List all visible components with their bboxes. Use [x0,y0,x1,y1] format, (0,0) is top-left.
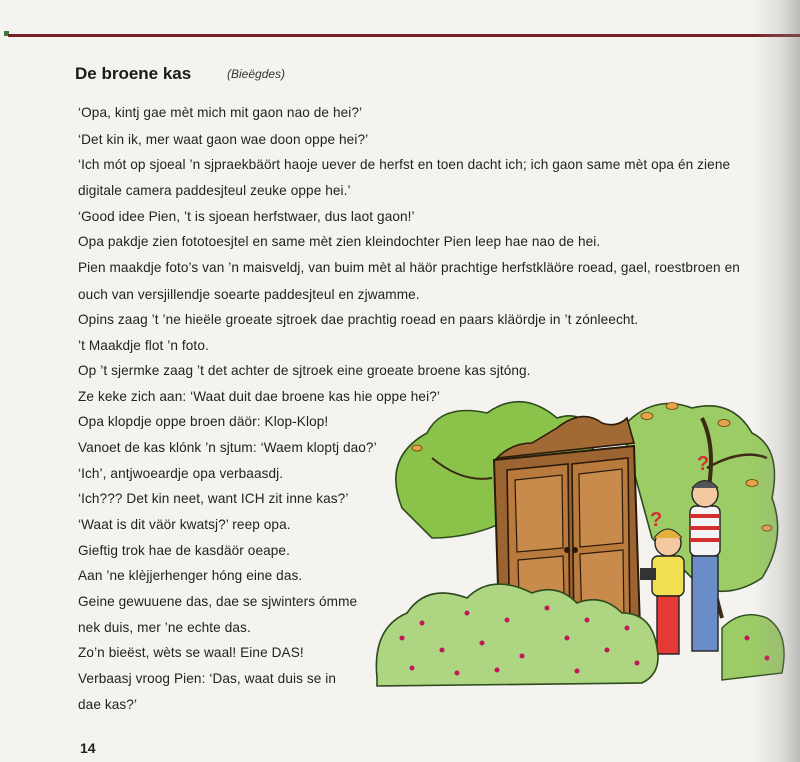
text-line: ‘Ich??? Det kin neet, want ICH zit inne kas?’ [78,491,349,506]
header-rule [8,34,800,37]
text-line: ‘Ich mót op sjoeal ’n sjpraekbäört haoje uever de herfst en toen dacht ich; ich gaon same mèt opa én ziene [78,157,731,172]
wardrobe-illustration [372,388,790,688]
text-line: Aan ’ne klèjjerhenger hóng eine das. [78,568,303,583]
text-line: ‘Opa, kintj gae mèt mich mit gaon nao de hei?’ [78,105,363,120]
text-line: Opins zaag ’t ’ne hieële groeate sjtroek dae prachtig roead en paars kläördje in ’t zónleecht. [78,312,639,327]
text-line: Opa pakdje zien fototoesjtel en same mèt zien kleindochter Pien leep hae nao de hei. [78,234,601,249]
text-line: Ze keke zich aan: ‘Waat duit dae broene kas hie oppe hei?’ [78,389,440,404]
text-line: ‘Good idee Pien, ’t is sjoean herfstwaer, dus laot gaon!’ [78,209,415,224]
binding-shadow [754,0,800,762]
text-line: ‘Det kin ik, mer waat gaon wae doon oppe hei?’ [78,132,369,147]
text-line: dae kas?’ [78,697,138,712]
text-line: Vanoet de kas klónk ’n sjtum: ‘Waem kloptj dao?’ [78,440,377,455]
text-line: Zo’n bieëst, wèts se waal! Eine DAS! [78,645,304,660]
question-mark: ? [650,509,663,531]
text-line: Verbaasj vroog Pien: ‘Das, waat duis se in [78,671,337,686]
text-line: Pien maakdje foto’s van ’n maisveldj, van buim mèt al häör prachtige herfstkläöre roead, gael, roestbroen en [78,260,740,275]
text-line: Geine gewuuene das, dae se sjwinters ómme [78,594,358,609]
page-number: 14 [80,740,96,756]
text-line: Gieftig trok hae de kasdäör oeape. [78,543,290,558]
text-line: ‘Ich’, antjwoeardje opa verbaasdj. [78,466,284,481]
text-line: Opa klopdje oppe broen däör: Klop-Klop! [78,414,329,429]
text-line: ‘Waat is dit väör kwatsj?’ reep opa. [78,517,291,532]
page-title: De broene kas [75,64,192,83]
text-line: digitale camera paddesjteul zeuke oppe hei.’ [78,183,351,198]
grandpa-figure [690,481,720,652]
text-line: ouch van versjillendje soearte paddesjteul en zjwamme. [78,287,420,302]
text-line: Op ’t sjermke zaag ’t det achter de sjtroek eine groeate broene kas sjtóng. [78,363,531,378]
text-line: nek duis, mer ’ne echte das. [78,620,251,635]
question-mark: ? [697,453,710,475]
page-subtitle: (Bieëgdes) [227,67,286,81]
text-line: ’t Maakdje flot ’n foto. [78,338,209,353]
